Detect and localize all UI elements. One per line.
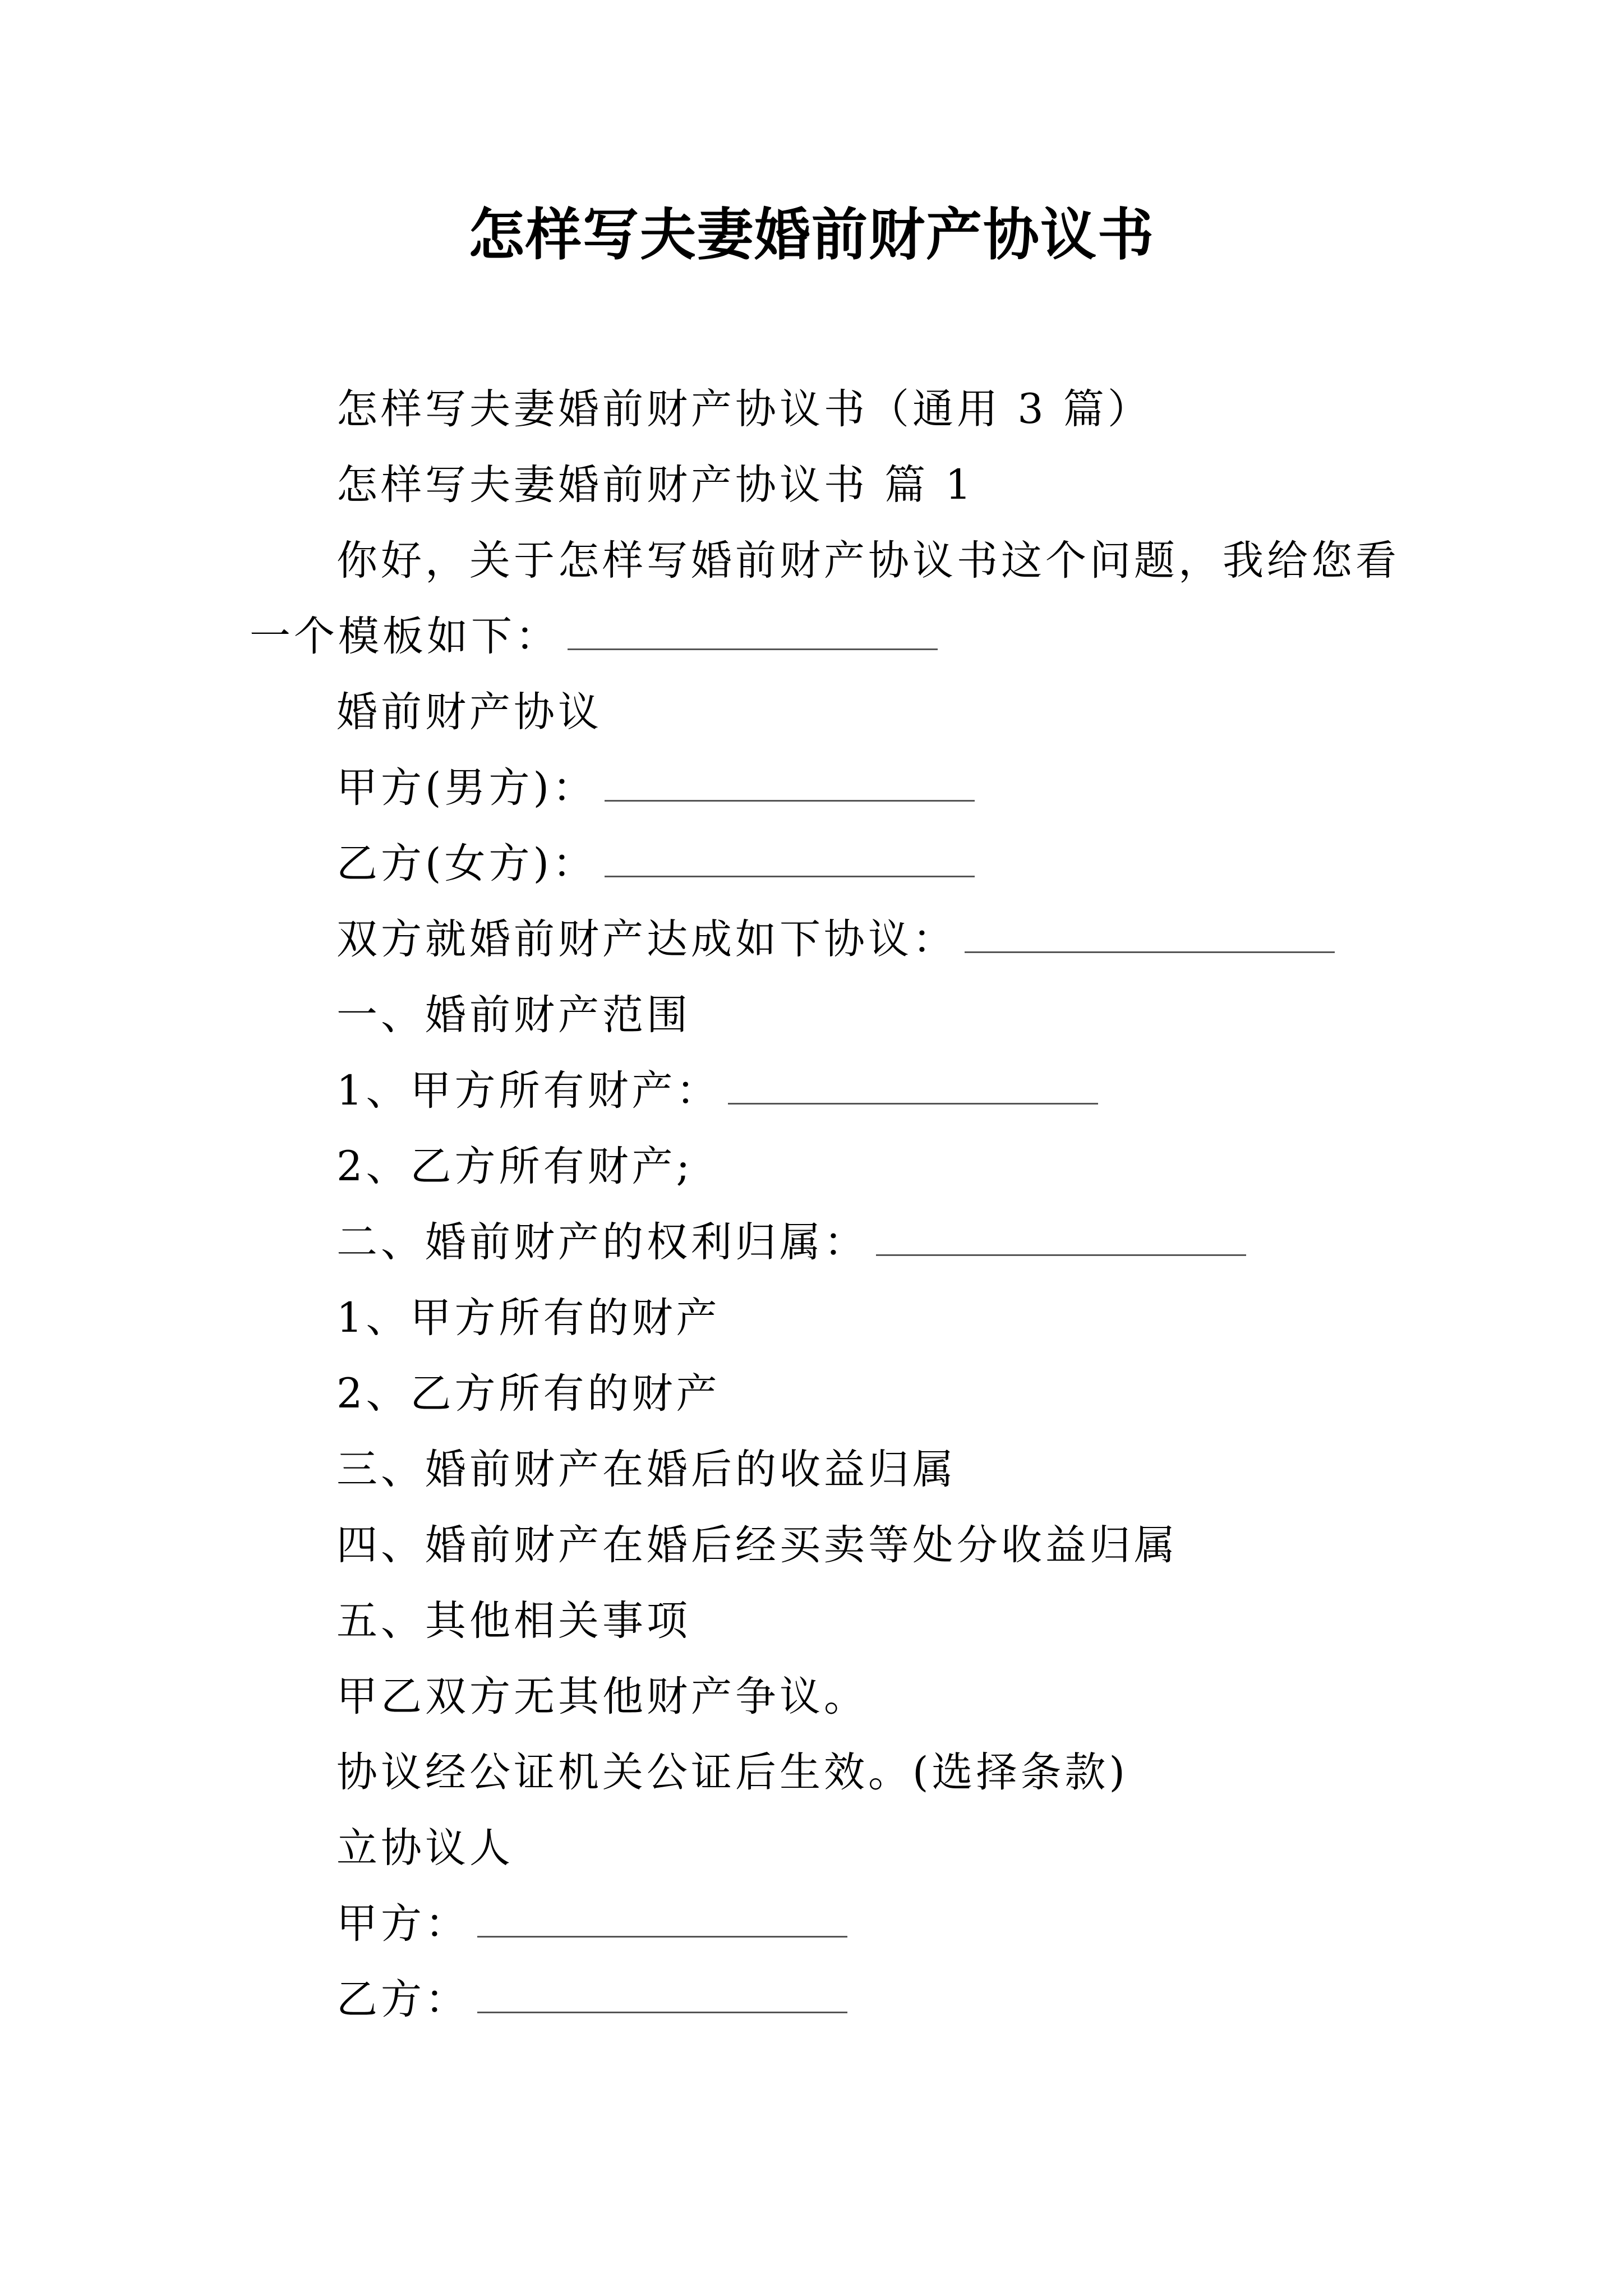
fill-in-blank <box>876 1215 1246 1256</box>
signature-b-label: 乙方： <box>336 1976 469 2023</box>
signature-a-label: 甲方： <box>336 1900 469 1948</box>
agreement-title: 婚前财产协议 <box>336 688 602 736</box>
signature-b-line <box>336 1972 847 2028</box>
clause-1-item-2: 2、乙方所有财产; <box>336 1143 694 1190</box>
fill-in-blank <box>568 609 938 650</box>
section-heading: 怎样写夫妻婚前财产协议书 篇 1 <box>336 461 975 509</box>
clause-2-item-1: 1、甲方所有的财产 <box>336 1294 721 1342</box>
fill-in-blank <box>477 1972 847 2013</box>
intro-paragraph-line-2 <box>250 609 938 665</box>
notarization-statement: 协议经公证机关公证后生效。(选择条款) <box>336 1749 1128 1796</box>
party-a-line <box>336 760 975 816</box>
intro-line-2-text: 一个模板如下： <box>250 613 560 660</box>
clause-2-heading-line <box>336 1214 1246 1271</box>
fill-in-blank <box>605 836 975 877</box>
no-dispute-statement: 甲乙双方无其他财产争议。 <box>336 1673 868 1720</box>
fill-in-blank <box>605 761 975 802</box>
signatories-label: 立协议人 <box>336 1824 514 1872</box>
party-a-label: 甲方(男方)： <box>336 764 597 812</box>
clause-2-heading: 二、婚前财产的权利归属： <box>336 1218 868 1266</box>
clause-2-item-2: 2、乙方所有的财产 <box>336 1370 721 1418</box>
clause-4-heading: 四、婚前财产在婚后经买卖等处分收益归属 <box>336 1521 1178 1569</box>
clause-3-heading: 三、婚前财产在婚后的收益归属 <box>336 1446 957 1493</box>
clause-1-item-1: 1、甲方所有财产： <box>336 1067 721 1115</box>
clause-5-heading: 五、其他相关事项 <box>336 1597 691 1645</box>
signature-a-line <box>336 1896 847 1952</box>
fill-in-blank <box>965 912 1335 953</box>
intro-paragraph-line-1: 你好，关于怎样写婚前财产协议书这个问题，我给您看 <box>336 537 1400 585</box>
document-title: 怎样写夫妻婚前财产协议书 <box>468 201 1155 268</box>
agreement-statement: 双方就婚前财产达成如下协议： <box>336 915 957 963</box>
fill-in-blank <box>477 1897 847 1938</box>
party-b-label: 乙方(女方)： <box>336 840 597 887</box>
document-subtitle: 怎样写夫妻婚前财产协议书（通用 3 篇） <box>336 385 1152 433</box>
agreement-statement-line <box>336 912 1335 968</box>
fill-in-blank <box>728 1064 1098 1105</box>
party-b-line <box>336 836 975 892</box>
clause-1-heading: 一、婚前财产范围 <box>336 991 691 1039</box>
clause-1-item-1-line <box>336 1063 1098 1119</box>
